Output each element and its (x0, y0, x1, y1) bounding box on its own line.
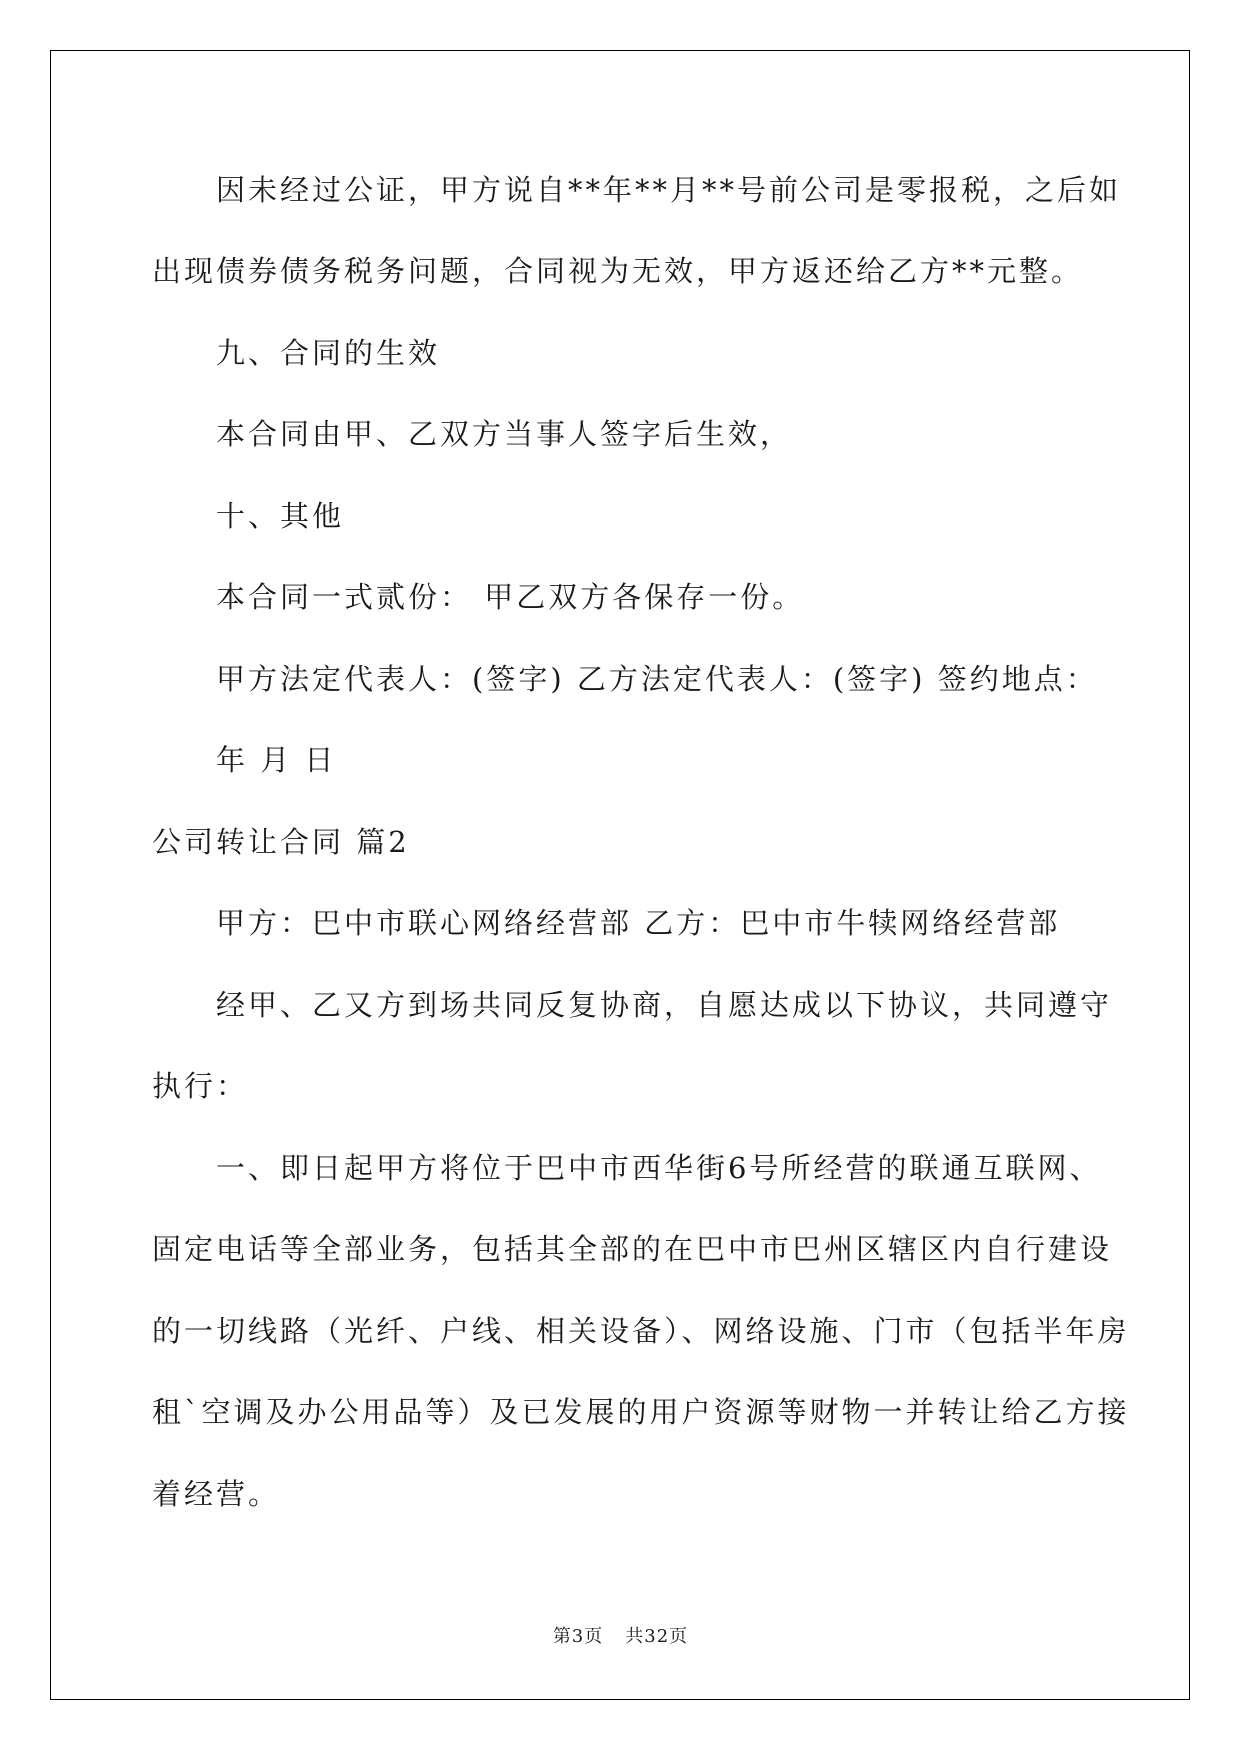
paragraph-line: 着经营。 (152, 1477, 281, 1511)
paragraph-line: 出现债券债务税务问题，合同视为无效，甲方返还给乙方**元整。 (152, 254, 1084, 288)
signature-line: 甲方法定代表人：(签字) 乙方法定代表人：(签字) 签约地点： (216, 662, 1098, 696)
paragraph-line: 经甲、乙又方到场共同反复协商，自愿达成以下协议，共同遵守 (216, 988, 1113, 1022)
page-total: 共32页 (625, 1626, 689, 1647)
date-line: 年 月 日 (216, 743, 337, 777)
paragraph-line: 租`空调及办公用品等）及已发展的用户资源等财物一并转让给乙方接 (152, 1395, 1130, 1429)
paragraph-line: 执行： (152, 1069, 249, 1103)
document-title: 公司转让合同 篇2 (152, 825, 410, 859)
page-number: 第3页 (552, 1626, 604, 1647)
paragraph-line: 本合同一式贰份： 甲乙双方各保存一份。 (216, 580, 805, 614)
page-border (50, 50, 1190, 1700)
parties-line: 甲方：巴中市联心网络经营部 乙方：巴中市牛犊网络经营部 (216, 906, 1061, 940)
paragraph-line: 的一切线路（光纤、户线、相关设备）、网络设施、门市（包括半年房 (152, 1314, 1130, 1348)
paragraph-line: 一、即日起甲方将位于巴中市西华街6号所经营的联通互联网、 (216, 1151, 1102, 1185)
paragraph-line: 固定电话等全部业务，包括其全部的在巴中市巴州区辖区内自行建设 (152, 1232, 1113, 1266)
paragraph-line: 本合同由甲、乙双方当事人签字后生效， (216, 417, 793, 451)
section-heading: 十、其他 (216, 499, 345, 533)
page-footer (0, 1622, 1241, 1648)
paragraph-line: 因未经过公证，甲方说自**年**月**号前公司是零报税，之后如 (216, 173, 1122, 207)
section-heading: 九、合同的生效 (216, 336, 441, 370)
